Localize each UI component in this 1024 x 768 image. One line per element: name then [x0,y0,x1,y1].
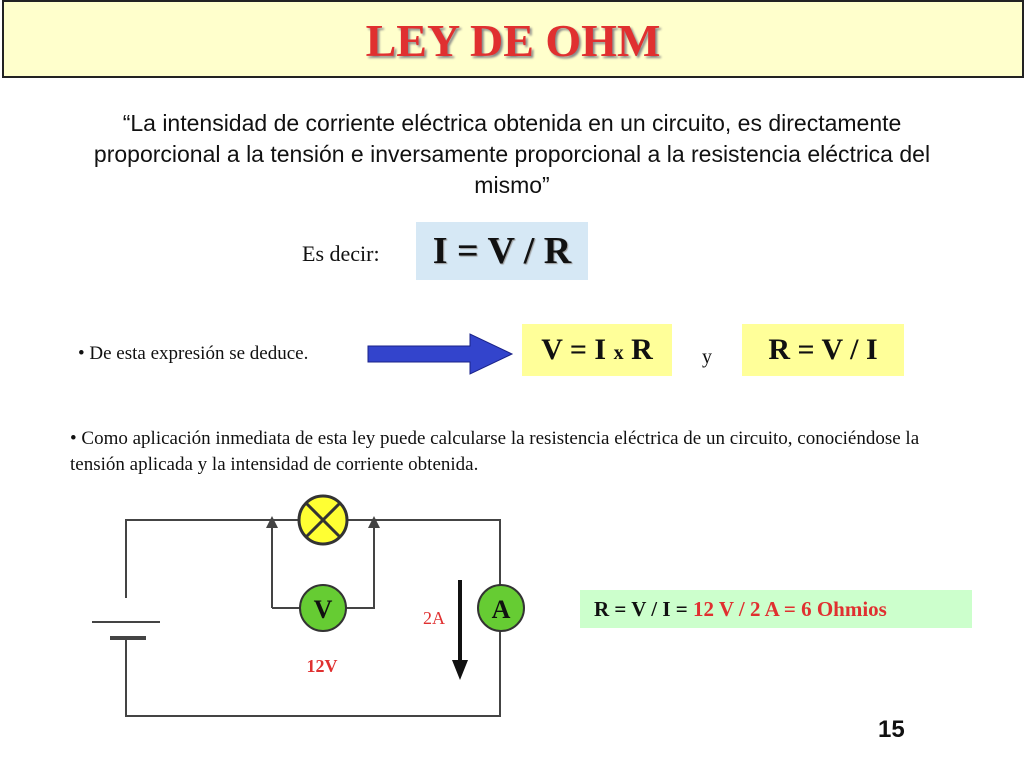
branch-arrow-left-icon [266,516,278,528]
result-value: 12 V / 2 A = 6 Ohmios [693,597,887,621]
application-text: • Como aplicación inmediata de esta ley puede calcularse la resistencia eléctrica de un circuito, conociéndose la tensión aplicada y la intensidad de corriente obtenida. [70,428,920,475]
voltage-formula-times: x [613,342,624,364]
ohm-law-quote: “La intensidad de corriente eléctrica obtenida en un circuito, es directamente proporcional a la tensión e inversamente proporcional a la resistencia eléctrica del mismo” [93,110,931,198]
voltage-label: 12V [306,656,338,676]
voltmeter [300,585,346,631]
result-calculation [580,590,972,628]
es-decir-label: Es decir: [302,241,380,266]
voltage-formula-right: R [623,333,653,366]
deduce-text: • De esta expresión se deduce. [78,343,309,364]
result-prefix: R = V / I = [594,597,694,621]
ammeter-label: A [491,595,511,624]
voltage-formula [522,324,672,376]
voltmeter-label: V [313,595,333,624]
circuit-diagram [0,488,560,728]
ammeter [478,585,524,631]
right-arrow-icon [366,332,516,378]
page-number: 15 [878,716,905,743]
resistance-formula: R = V / I [742,324,904,376]
conjunction-y: y [702,346,712,368]
current-label: 2A [423,608,445,628]
title-banner [2,0,1024,78]
lamp-icon [299,496,347,544]
voltage-formula-left: V = I [541,333,614,366]
battery-icon [92,614,162,638]
slide-title: LEY DE OHM [365,15,661,66]
main-formula: I = V / R [416,222,588,280]
branch-arrow-right-icon [368,516,380,528]
current-direction-arrow-icon [452,580,468,680]
